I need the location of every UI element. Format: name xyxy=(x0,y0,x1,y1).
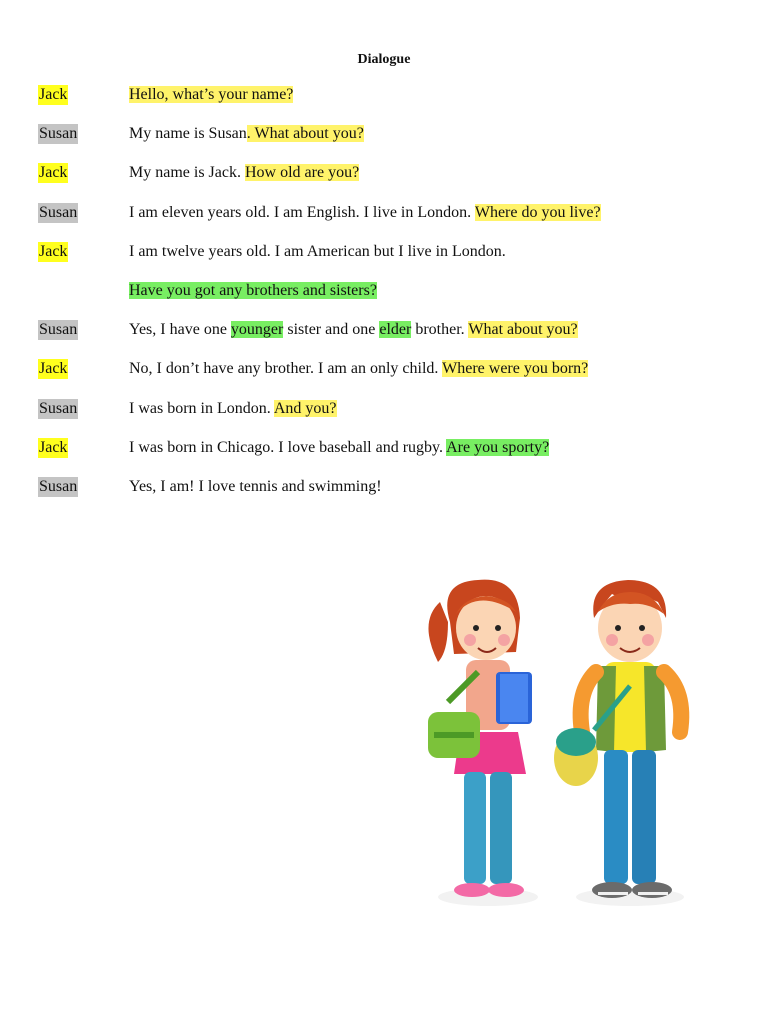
highlighted-phrase: Hello, what’s your name? xyxy=(129,86,294,103)
speech-segment: I was born in London. xyxy=(129,400,274,417)
boy-figure xyxy=(554,580,684,906)
dialogue-line xyxy=(0,477,768,501)
highlighted-phrase: Are you sporty? xyxy=(446,439,550,456)
dialogue-line xyxy=(0,281,768,305)
speech-text xyxy=(129,124,364,144)
highlighted-phrase: Have you got any brothers and sisters? xyxy=(129,282,377,299)
speaker-label: Jack xyxy=(39,164,68,181)
speech-segment: My name is Jack. xyxy=(129,164,245,181)
highlighted-phrase: . What about you? xyxy=(246,125,364,142)
speaker-label: Jack xyxy=(39,439,68,456)
highlighted-phrase: Where were you born? xyxy=(442,360,589,377)
speech-segment: I was born in Chicago. I love baseball and rugby. xyxy=(129,439,447,456)
speaker-label: Jack xyxy=(39,243,68,260)
dialogue-line xyxy=(0,242,768,266)
speaker-label: Jack xyxy=(39,360,68,377)
speaker-label: Jack xyxy=(39,86,68,103)
speech-text xyxy=(129,281,377,301)
speaker-label: Susan xyxy=(39,204,78,221)
dialogue-line xyxy=(0,163,768,187)
speech-text xyxy=(129,203,601,223)
speaker-label: Susan xyxy=(39,125,78,142)
dialogue-line xyxy=(0,85,768,109)
speaker-label: Susan xyxy=(39,400,78,417)
page-title: Dialogue xyxy=(357,52,411,67)
two-kids-icon xyxy=(408,562,708,922)
dialogue-line xyxy=(0,359,768,383)
dialogue-line xyxy=(0,124,768,148)
speech-text xyxy=(129,320,578,340)
dialogue-line xyxy=(0,203,768,227)
speech-segment: I am eleven years old. I am English. I live in London. xyxy=(129,204,475,221)
kids-illustration xyxy=(408,562,708,922)
speech-text xyxy=(129,163,359,183)
dialogue-line xyxy=(0,438,768,462)
speech-segment: No, I don’t have any brother. I am an only child. xyxy=(129,360,443,377)
highlighted-phrase: How old are you? xyxy=(244,164,360,181)
speech-segment: Yes, I have one xyxy=(129,321,231,338)
speaker-label: Susan xyxy=(39,478,78,495)
speech-text xyxy=(129,477,382,497)
highlighted-phrase: What about you? xyxy=(468,321,578,338)
speech-text xyxy=(129,359,588,379)
highlighted-phrase: elder xyxy=(379,321,412,338)
girl-figure xyxy=(428,580,538,906)
dialogue-line xyxy=(0,399,768,423)
highlighted-phrase: younger xyxy=(230,321,284,338)
speaker-label: Susan xyxy=(39,321,78,338)
speech-text xyxy=(129,399,337,419)
speech-segment: sister and one xyxy=(283,321,380,338)
speech-text xyxy=(129,85,293,105)
speech-segment: I am twelve years old. I am American but I live in London. xyxy=(129,243,506,260)
speech-segment: My name is Susan xyxy=(129,125,247,142)
speech-segment: brother. xyxy=(411,321,469,338)
dialogue-line xyxy=(0,320,768,344)
speech-text xyxy=(129,242,506,262)
speech-segment: Yes, I am! I love tennis and swimming! xyxy=(129,478,382,495)
highlighted-phrase: Where do you live? xyxy=(474,204,601,221)
highlighted-phrase: And you? xyxy=(273,400,337,417)
speech-text xyxy=(129,438,549,458)
